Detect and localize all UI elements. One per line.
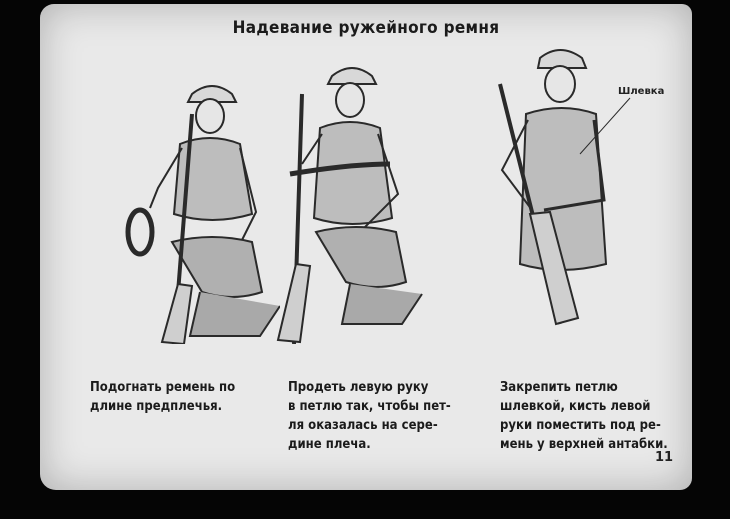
slide-title: Надевание ружейного ремня	[232, 18, 500, 38]
caption-step-1: Подогнать ремень по длине предплечья.	[90, 380, 236, 414]
filmstrip-slide	[40, 4, 692, 490]
caption-step-2: Продеть левую руку в петлю так, чтобы пет- ля оказалась на сере- дине плеча.	[288, 380, 451, 452]
figure-arm-through-loop	[250, 44, 450, 344]
page-number: 11	[655, 450, 674, 465]
caption-step-3: Закрепить петлю шлевкой, кисть левой руки поместить под ре- мень у верхней антабки.	[500, 380, 668, 452]
sling-keeper-label: Шлевка	[618, 86, 665, 97]
